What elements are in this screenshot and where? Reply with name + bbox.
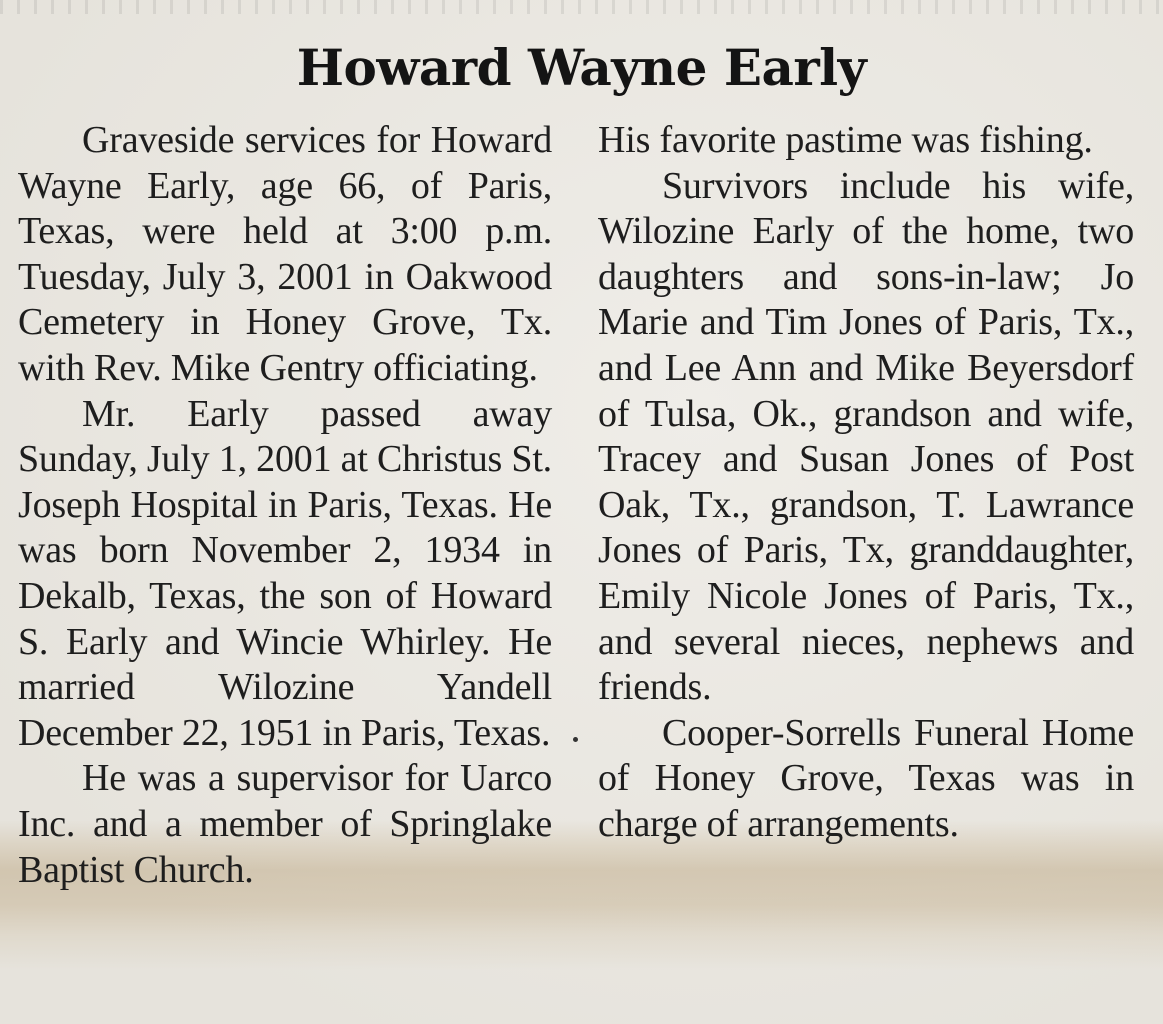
right-column xyxy=(598,118,1134,848)
paragraph-survivors: Survivors include his wife, Wilozine Early of the home, two daughters and sons-in-law; Jo Marie and Tim Jones of Paris, Tx., and Lee Ann and Mike Beyersdorf of Tulsa, Ok., grandson and wife, Tracey and Susan Jones of Post Oak, Tx., grandson, T. Lawrance Jones of Paris, Tx, granddaughter, Emily Nicole Jones of Paris, Tx., and several nieces, nephews and friends. xyxy=(598,164,1134,709)
paragraph-career: He was a supervisor for Uarco Inc. and a member of Springlake Baptist Church. xyxy=(18,757,552,891)
paragraph-pastime: His favorite pastime was fishing. xyxy=(598,119,1093,161)
obituary-title: Howard Wayne Early xyxy=(296,38,867,97)
torn-top-edge xyxy=(0,0,1163,14)
ink-speck xyxy=(573,737,578,742)
paragraph-biography: Mr. Early passed away Sunday, July 1, 2001 at Christus St. Joseph Hospital in Paris, Texas. He was born November 2, 1934 in Dekalb, Texas, the son of Howard S. Early and Wincie Whirley. He married Wilozine Yandell December 22, 1951 in Paris, Texas. xyxy=(18,392,552,754)
left-column xyxy=(18,118,552,893)
paragraph-services: Graveside services for Howard Wayne Early, age 66, of Paris, Texas, were held at 3:00 p.m. Tuesday, July 3, 2001 in Oakwood Cemetery in Honey Grove, Tx. with Rev. Mike Gentry officiating. xyxy=(18,119,552,389)
paragraph-arrangements: Cooper-Sorrells Funeral Home of Honey Grove, Texas was in charge of arrangements. xyxy=(598,711,1134,845)
